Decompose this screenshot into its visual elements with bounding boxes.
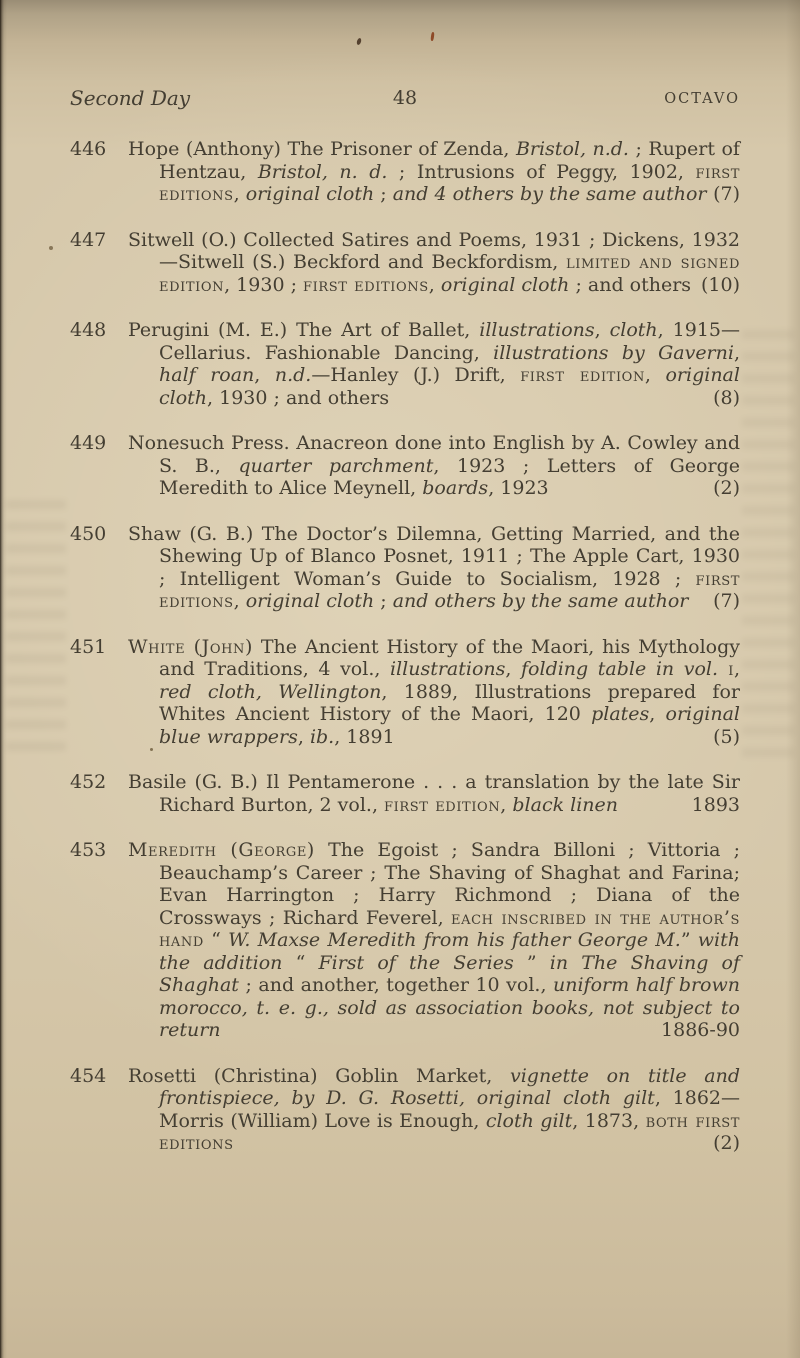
lot-description: Basile (G. B.) Il Pentamerone . . . a translation by the late Sir Richard Burton, 2 vol., first edition, black linen 1893 [128, 771, 740, 816]
lot-count: (7) [713, 183, 740, 205]
lot-number: 454 [70, 1064, 107, 1087]
lot-number: 449 [70, 432, 107, 454]
lot-description: Shaw (G. B.) The Doctor’s Dilemna, Getting Married, and the Shewing Up of Blanco Posnet, 1911 ; The Apple Cart, 1930 ; Intelligent Woman’s Guide to Socialism, 1928 ; first editions, original cloth ; and others by the same author (7) [128, 522, 740, 612]
lot-entry-448 [70, 319, 740, 409]
verso-show-through [742, 330, 794, 760]
page-number: 48 [392, 87, 418, 109]
lot-entry-454 [70, 1065, 740, 1155]
lot-description: White (John) The Ancient History of the Maori, his Mythology and Traditions, 4 vol., illustrations, folding table in vol. i, red cloth, Wellington, 1889, Illustrations prepared for Whites Ancient History of the Maori, 120 plates, original blue wrappers, ib., 1891 (5) [128, 635, 740, 748]
lot-description: Sitwell (O.) Collected Satires and Poems, 1931 ; Dickens, 1932—Sitwell (S.) Beckford and Beckfordism, limited and signed edition, 1930 ; first editions, original cloth ; and others (10) [128, 228, 740, 296]
lot-number: 452 [70, 771, 107, 793]
lot-count: 1893 [691, 793, 740, 816]
lot-entry-447 [70, 229, 740, 297]
foxing-speck [150, 748, 153, 751]
lot-description: Nonesuch Press. Anacreon done into English by A. Cowley and S. B., quarter parchment, 1923 ; Letters of George Meredith to Alice Meynell, boards, 1923 (2) [128, 432, 740, 499]
lot-description: Perugini (M. E.) The Art of Ballet, illustrations, cloth, 1915—Cellarius. Fashionable Dancing, illustrations by Gaverni, half roan, n.d.—Hanley (J.) Drift, first edition, original cloth, 1930 ; and others (8) [128, 319, 740, 409]
foxing-speck [430, 32, 434, 41]
lot-description: Hope (Anthony) The Prisoner of Zenda, Bristol, n.d. ; Rupert of Hentzau, Bristol, n. d. ; Intrusions of Peggy, 1902, first editions, original cloth ; and 4 others by the same author (7) [128, 138, 741, 205]
lot-number: 448 [70, 319, 107, 341]
lot-number: 450 [70, 522, 107, 545]
lot-entry-452 [70, 771, 740, 816]
lot-count: 1886-90 [661, 1019, 740, 1041]
foxing-speck [356, 38, 362, 46]
lot-description: Meredith (George) The Egoist ; Sandra Billoni ; Vittoria ; Beauchamp’s Career ; The Shaving of Shaghat and Farina; Evan Harrington ; Harry Richmond ; Diana of the Crossways ; Richard Feverel, each inscribed in the author’s hand “ W. Maxse Meredith from his father George M.” with the addition “ First of the Series ” in The Shaving of Shaghat ; and another, together 10 vol., uniform half brown morocco, t. e. g., sold as association books, not subject to return 1886-90 [128, 839, 741, 1041]
lot-number: 447 [70, 228, 107, 251]
lot-count: (7) [713, 590, 740, 612]
lot-count: (2) [713, 1132, 740, 1154]
lot-number: 451 [70, 635, 107, 658]
lot-entry-450 [70, 523, 740, 613]
lot-entry-449 [70, 432, 740, 500]
lot-entry-446 [70, 138, 740, 206]
lot-list [70, 138, 740, 1155]
lot-count: (5) [713, 725, 740, 748]
lot-number: 453 [70, 839, 107, 861]
lot-entry-453 [70, 839, 740, 1042]
lot-count: (2) [713, 477, 740, 499]
lot-number: 446 [70, 138, 107, 160]
page-header [70, 86, 740, 112]
lot-description: Rosetti (Christina) Goblin Market, vignette on title and frontispiece, by D. G. Rosetti, original cloth gilt, 1862—Morris (William) Love is Enough, cloth gilt, 1873, both first editions (2) [128, 1064, 740, 1154]
running-head-format: OCTAVO [664, 91, 740, 107]
foxing-speck [49, 246, 53, 250]
lot-count: (10) [700, 273, 740, 296]
lot-entry-451 [70, 636, 740, 749]
lot-count: (8) [713, 386, 740, 409]
verso-show-through [6, 500, 66, 760]
running-head-day: Second Day [70, 86, 191, 110]
